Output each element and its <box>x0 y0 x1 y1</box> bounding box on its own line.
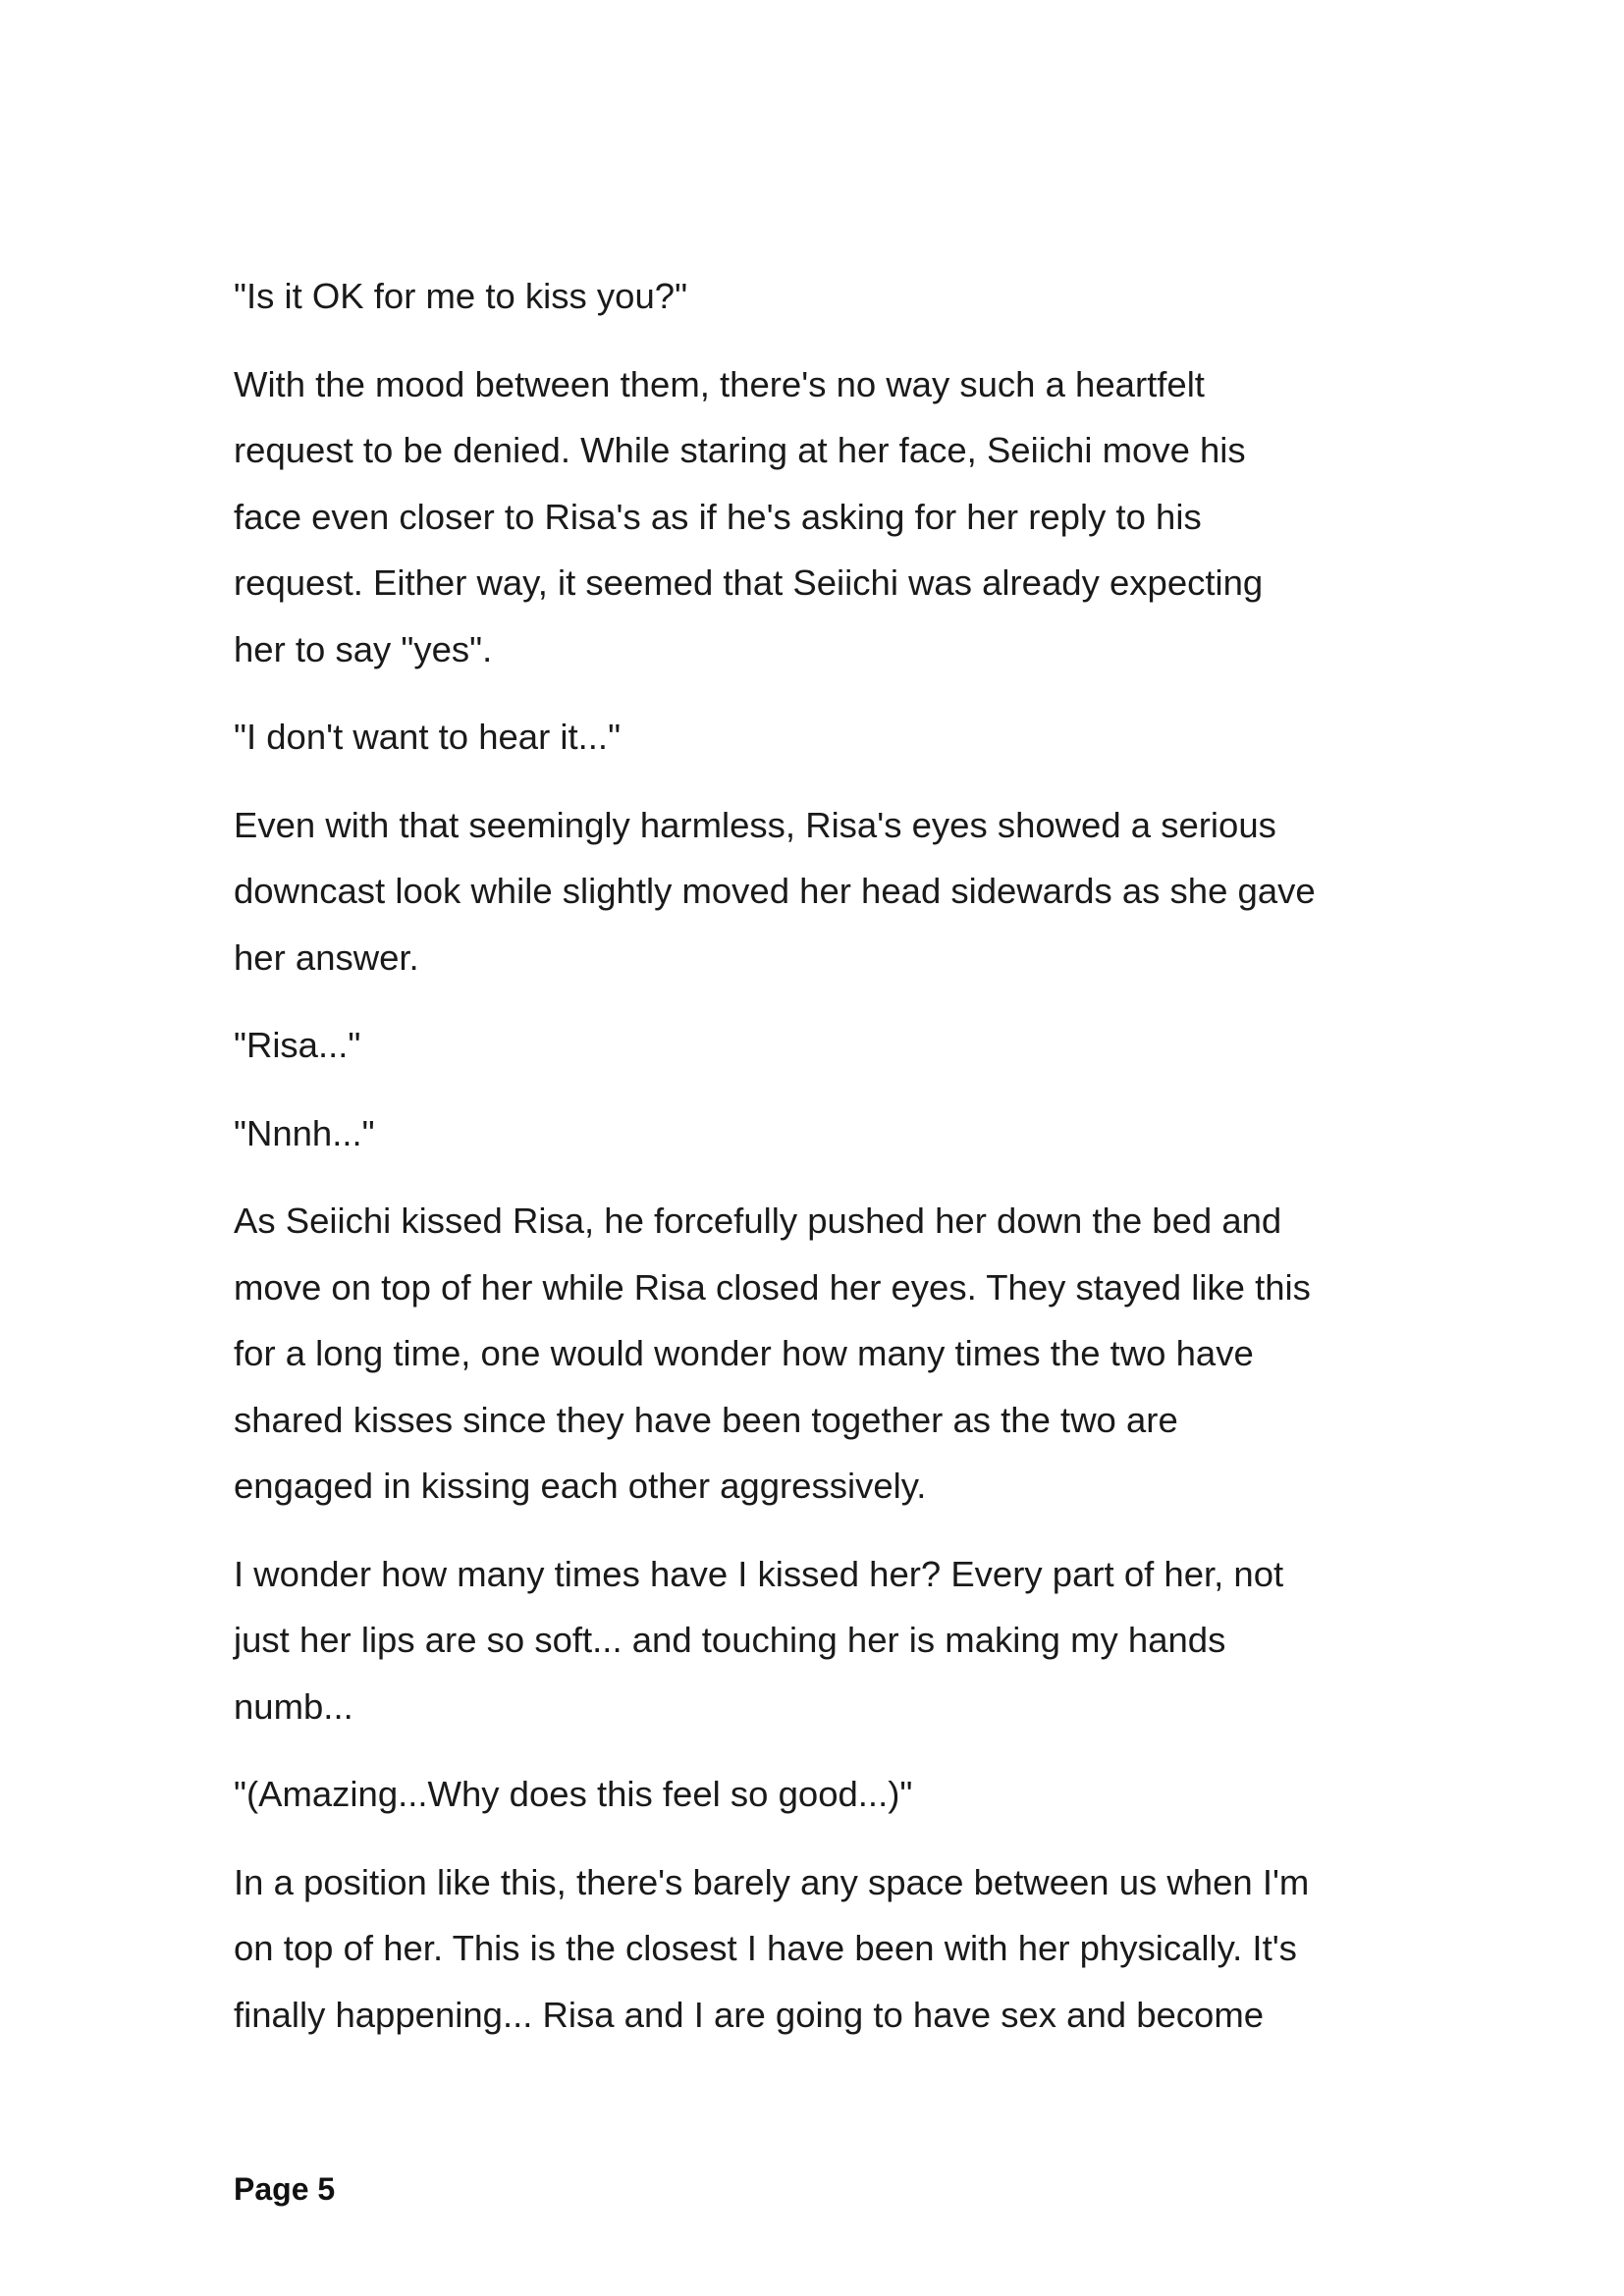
paragraph: "Risa..." <box>234 1025 361 1065</box>
paragraph: In a position like this, there's barely any space between us when I'm on top of her. This is the closest I have been with her physically. It's finally happening... Risa and I are going to have sex and become <box>234 1861 1310 2035</box>
paragraph: "Is it OK for me to kiss you?" <box>234 276 688 316</box>
paragraph: "I don't want to hear it..." <box>234 717 622 757</box>
paragraph: Even with that seemingly harmless, Risa's eyes showed a serious downcast look while slightly moved her head sidewards as she gave her answer. <box>234 804 1316 978</box>
paragraph: As Seiichi kissed Risa, he forcefully pushed her down the bed and move on top of her while Risa closed her eyes. They stayed like this for a long time, one would wonder how many times the two have shared kisses since they have been together as the two are engaged in kissing each other aggressively. <box>234 1201 1311 1506</box>
paragraph: I wonder how many times have I kissed her? Every part of her, not just her lips are so soft... and touching her is making my hands numb... <box>234 1553 1284 1727</box>
paragraph: With the mood between them, there's no way such a heartfelt request to be denied. While staring at her face, Seiichi move his face even closer to Risa's as if he's asking for her reply to his request. Either way, it seemed that Seiichi was already expecting her to say "yes". <box>234 363 1264 669</box>
paragraph: "Nnnh..." <box>234 1112 375 1153</box>
page-number: Page 5 <box>234 2171 336 2207</box>
body-text <box>234 263 1412 2069</box>
paragraph: "(Amazing...Why does this feel so good...)" <box>234 1774 913 1814</box>
